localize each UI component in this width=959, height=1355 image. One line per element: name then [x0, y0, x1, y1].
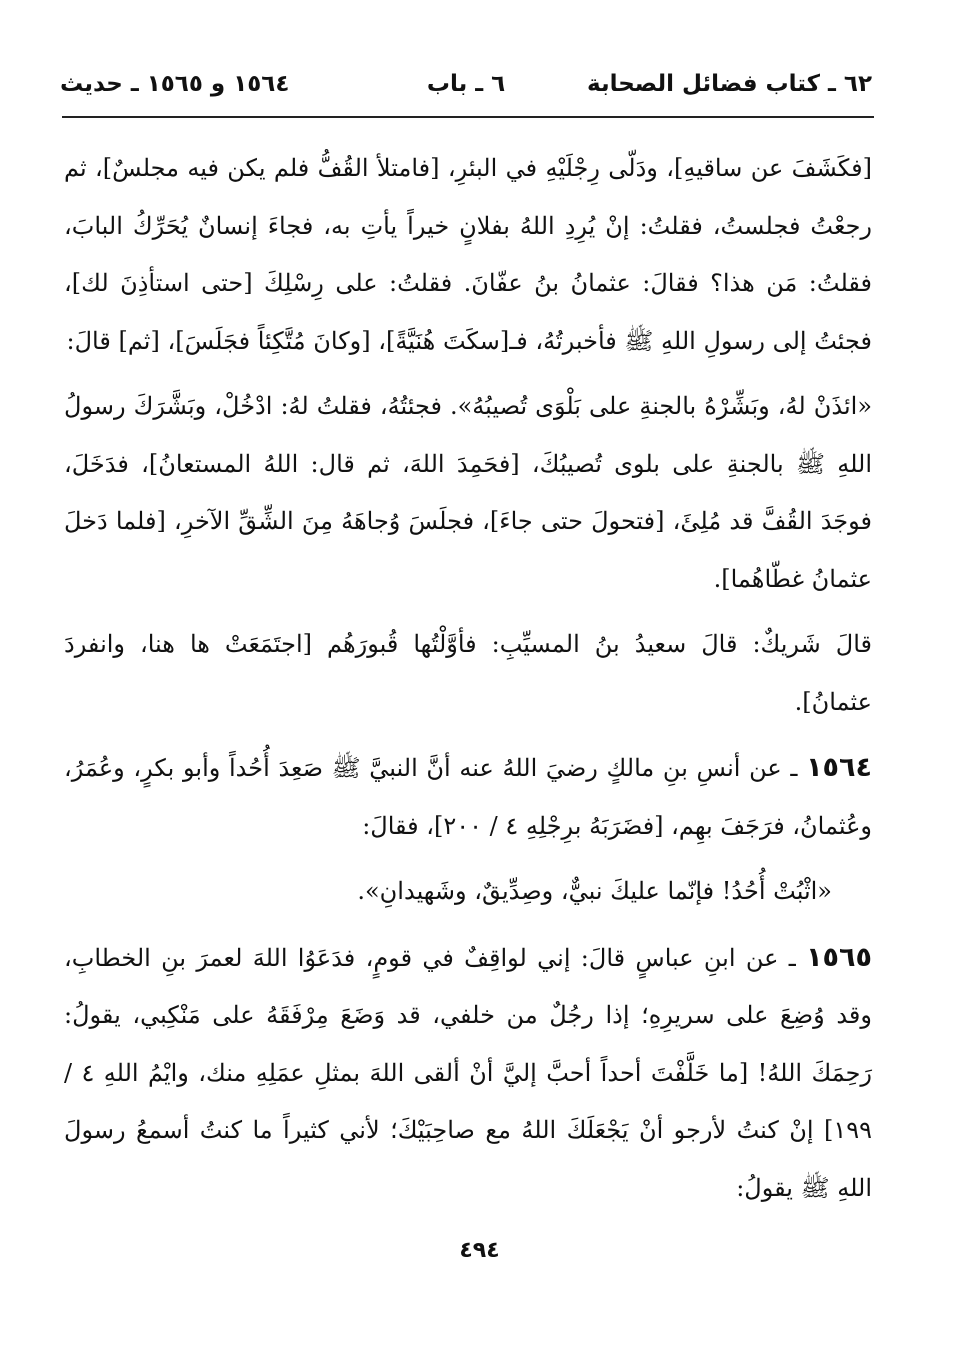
header-chapter: ٦ ـ باب — [426, 71, 506, 97]
paragraph-glad-tidings: «ائذَنْ لهُ، وبَشِّرْهُ بالجنةِ على بَلْوَى تُصيبُهُ». فجئتُهُ، فقلتُ لهُ: ادْخُلْ، وبَشَّرَكَ رسولُ اللهِ ﷺ بالجنةِ على بلوى تُصيبُكَ، [فحَمِدَ اللهَ، ثم قال: اللهُ المستعانُ]، فدَخَلَ، فوجَدَ القُفَّ قد مُلِئَ، [فتحولَ حتى جاءَ]، فجلَسَ وُجاهَهُ مِنَ الشِّقِّ الآخرِ، [فلما دَخلَ عثمانُ غطّاهُما]. — [64, 392, 872, 593]
hadith-1564-quote: «اثْبُتْ أُحُدُ! فإنّما عليكَ نبيٌّ، وصِدِّيقٌ، وشَهيدانِ». — [357, 877, 832, 905]
header-hadith-range: ١٥٦٤ و ١٥٦٥ ـ حديث — [60, 71, 290, 97]
hadith-text: ـ عن أنسِ بنِ مالكٍ رضيَ اللهُ عنه أنَّ النبيَّ ﷺ صَعِدَ أُحُداً وأبو بكرٍ، وعُمَرُ، وعُثمانُ، فرَجَفَ بهِم، [فضَرَبَهُ برِجْلِهِ ٤ / ٢٠٠]، فقالَ: — [64, 754, 872, 840]
hadith-number: ١٥٦٤ — [806, 752, 872, 783]
page-number: ٤٩٤ — [459, 1238, 500, 1263]
paragraph-story-continuation: [فكَشَفَ عن ساقيهِ]، ودَلّى رِجْلَيْهِ في البئرِ، [فامتلأ القُفُّ فلم يكن فيه مجلسٌ]، ثم رجعْتُ فجلستُ، فقلتُ: إنْ يُرِدِ اللهُ بفلانٍ خيراً يأتِ به، فجاءَ إنسانٌ يُحَرِّكُ البابَ، فقلتُ: مَن هذا؟ فقالَ: عثمانُ بنُ عفّانَ. فقلتُ: على رِسْلِكَ [حتى استأذِنَ لك]، فجئتُ إلى رسولِ اللهِ ﷺ فأخبرتُهُ، فـ[سكَتَ هُنَيَّةً]، [وكانَ مُتَّكِئاً فجَلَسَ]، [ثم] قالَ: — [64, 154, 872, 355]
header-book-title: ٦٢ ـ كتاب فضائل الصحابة — [587, 71, 872, 97]
header-rule — [62, 116, 874, 118]
main-text — [64, 140, 872, 1225]
hadith-1564 — [64, 739, 872, 855]
hadith-1565 — [64, 929, 872, 1218]
paragraph-sharik-note: قالَ شَريكٌ: قالَ سعيدُ بنُ المسيِّبِ: فأوَّلْتُها قُبورَهُم [اجتَمَعَتْ ها هنا، وانفردَ عثمانُ]. — [64, 630, 872, 716]
running-header — [60, 62, 872, 106]
hadith-text: ـ عن ابنِ عباسٍ قالَ: إني لواقِفٌ في قومٍ، فدَعَوُا اللهَ لعمرَ بنِ الخطابِ، وقد وُضِعَ على سريرِهِ؛ إذا رجُلٌ من خلفي، قد وَضَعَ مِرْفَقَهُ على مَنْكِبي، يقولُ: رَحِمَكَ اللهُ! [ما خَلَّفْتَ أحداً أحبَّ إليَّ أنْ ألقى اللهَ بمثلِ عمَلِهِ منك، وايْمُ اللهِ ٤ / ١٩٩] إنْ كنتُ لأرجو أنْ يَجْعَلَكَ اللهُ مع صاحِبَيْكَ؛ لأني كثيراً ما كنتُ أسمعُ رسولَ اللهِ ﷺ يقولُ: — [64, 943, 872, 1202]
hadith-number: ١٥٦٥ — [806, 941, 872, 973]
